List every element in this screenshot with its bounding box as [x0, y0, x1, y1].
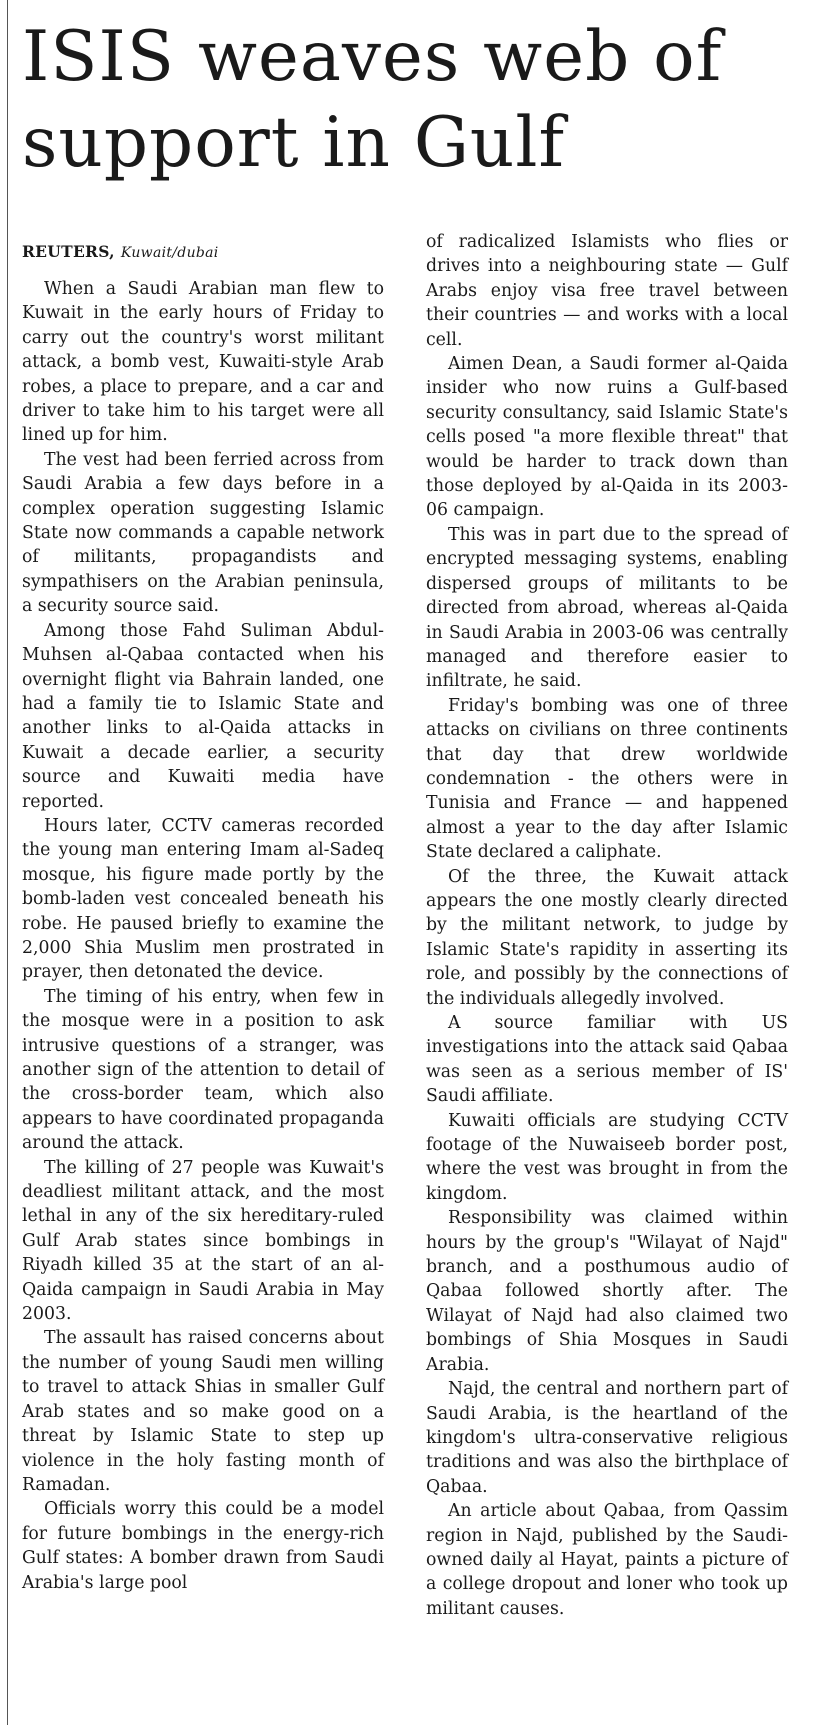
paragraph: The timing of his entry, when few in the mosque were in a position to ask intrusive questions of a stranger, was another sign of the attention to detail of the cross-border team, which also appears to have coordinated propaganda around the attack.	[22, 986, 384, 1154]
column-rule	[7, 0, 8, 1725]
paragraph: When a Saudi Arabian man flew to Kuwait in the early hours of Friday to carry out the country's worst militant attack, a bomb vest, Kuwaiti-style Arab robes, a place to prepare, and a car and driver to take him to his target were all lined up for him.	[22, 279, 384, 446]
paragraph: Officials worry this could be a model for future bombings in the energy-rich Gulf states: A bomber drawn from Saudi Arabia's large pool	[22, 1499, 384, 1593]
article-column-left	[22, 242, 384, 1595]
paragraph: The killing of 27 people was Kuwait's deadliest militant attack, and the most lethal in any of the six hereditary-ruled Gulf Arab states since bombings in Riyadh killed 35 at the start of an al-Qaida campaign in Saudi Arabia in May 2003.	[22, 1157, 384, 1325]
paragraph: Aimen Dean, a Saudi former al-Qaida insider who now ruins a Gulf-based security consultancy, said Islamic State's cells posed "a more flexible threat" that would be harder to track down than those deployed by al-Qaida in its 2003-06 campaign.	[426, 354, 788, 521]
paragraph: The assault has raised concerns about the number of young Saudi men willing to travel to attack Shias in smaller Gulf Arab states and so make good on a threat by Islamic State to step up violence in the holy fasting month of Ramadan.	[22, 1328, 384, 1495]
paragraph: Hours later, CCTV cameras recorded the young man entering Imam al-Sadeq mosque, his figure made portly by the bomb-laden vest concealed beneath his robe. He paused briefly to examine the 2,000 Shia Muslim men prostrated in prayer, then detonated the device.	[22, 815, 384, 983]
paragraph: Kuwaiti officials are studying CCTV footage of the Nuwaiseeb border post, where the vest was brought in from the kingdom.	[426, 1110, 788, 1204]
paragraph: Responsibility was claimed within hours by the group's "Wilayat of Najd" branch, and a posthumous audio of Qabaa followed shortly after. The Wilayat of Najd had also claimed two bombings of Shia Mosques in Saudi Arabia.	[426, 1208, 788, 1375]
paragraph: of radicalized Islamists who flies or drives into a neighbouring state — Gulf Arabs enjoy visa free travel between their countries — and works with a local cell.	[426, 232, 788, 350]
headline: ISIS weaves web of support in Gulf	[22, 17, 723, 183]
paragraph: An article about Qabaa, from Qassim region in Najd, published by the Saudi-owned daily al Hayat, paints a picture of a college dropout and loner who took up militant causes.	[426, 1501, 788, 1619]
paragraph: A source familiar with US investigations into the attack said Qabaa was seen as a serious member of IS' Saudi affiliate.	[426, 1013, 788, 1107]
dateline: Kuwait/dubai	[120, 245, 219, 261]
byline	[22, 242, 384, 263]
paragraph: Friday's bombing was one of three attacks on civilians on three continents that day that drew worldwide condemnation - the others were in Tunisia and France — and happened almost a year to the day after Islamic State declared a caliphate.	[426, 695, 788, 863]
article-column-right	[426, 230, 788, 1621]
byline-agency: REUTERS,	[22, 242, 115, 261]
paragraph: The vest had been ferried across from Saudi Arabia a few days before in a complex operation suggesting Islamic State now commands a capable network of militants, propagandists and sympathisers on the Arabian peninsula, a security source said.	[22, 449, 384, 617]
paragraph: Of the three, the Kuwait attack appears the one mostly clearly directed by the militant network, to judge by Islamic State's rapidity in asserting its role, and possibly by the connections of the individuals allegedly involved.	[426, 866, 788, 1009]
paragraph: Najd, the central and northern part of Saudi Arabia, is the heartland of the kingdom's ultra-conservative religious traditions and was also the birthplace of Qabaa.	[426, 1379, 788, 1497]
paragraph: Among those Fahd Suliman Abdul-Muhsen al-Qabaa contacted when his overnight flight via Bahrain landed, one had a family tie to Islamic State and another links to al-Qaida attacks in Kuwait a decade earlier, a security source and Kuwaiti media have reported.	[22, 620, 384, 812]
paragraph: This was in part due to the spread of encrypted messaging systems, enabling dispersed groups of militants to be directed from abroad, whereas al-Qaida in Saudi Arabia in 2003-06 was centrally managed and therefore easier to infiltrate, he said.	[426, 524, 788, 692]
